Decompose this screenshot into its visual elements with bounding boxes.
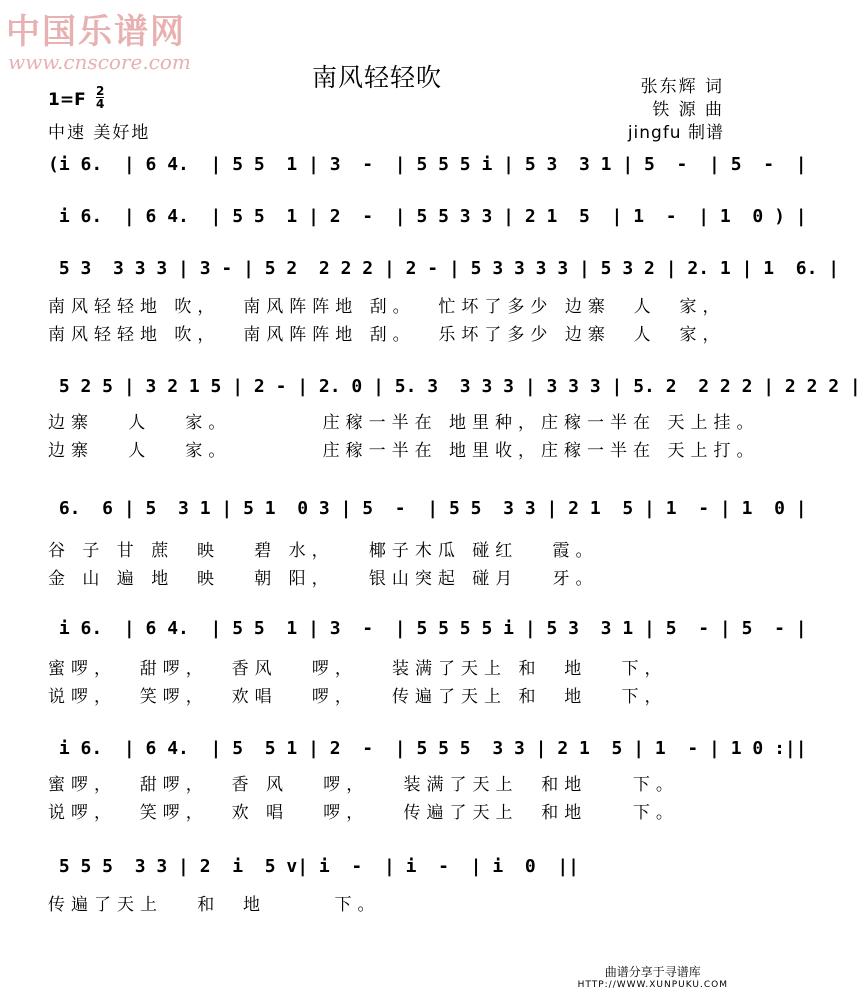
- meter-top: 2: [96, 84, 105, 98]
- notation-line: (i 6. | 6 4. | 5 5 1 | 3 - | 5 5 5 i | 5 3 3 1 | 5 - | 5 - |: [48, 154, 807, 175]
- lyric-verse-1: 边寨 人 家。 庄稼一半在 地里种，庄稼一半在 天上挂。: [48, 413, 760, 433]
- notation-line: i 6. | 6 4. | 5 5 1 | 2 - | 5 5 5 3 3 | 2 1 5 | 1 - | 1 0 :||: [48, 738, 807, 759]
- notation-line: i 6. | 6 4. | 5 5 1 | 2 - | 5 5 3 3 | 2 1 5 | 1 - | 1 0 ) |: [48, 206, 807, 227]
- footer-text: 曲谱分享于寻谱库: [604, 965, 701, 979]
- meter-bottom: 4: [96, 97, 105, 111]
- notation-line: i 6. | 6 4. | 5 5 1 | 3 - | 5 5 5 5 i | 5 3 3 1 | 5 - | 5 - |: [48, 618, 807, 639]
- lyric-verse-2: 说啰， 笑啰， 欢唱 啰， 传遍了天上 和 地 下，: [48, 687, 668, 707]
- lyric-verse-1: 南风轻轻地 吹， 南风阵阵地 刮。 忙坏了多少 边寨 人 家，: [48, 297, 726, 317]
- lyric-verse-2: 边寨 人 家。 庄稼一半在 地里收，庄稼一半在 天上打。: [48, 441, 760, 461]
- lyricist-credit: 张东辉 词: [640, 77, 724, 97]
- notation-line: 5 5 5 3 3 | 2 i 5 v| i - | i - | i 0 ||: [48, 856, 580, 877]
- notation-line: 6. 6 | 5 3 1 | 5 1 0 3 | 5 - | 5 5 3 3 | 2 1 5 | 1 - | 1 0 |: [48, 498, 807, 519]
- footer-url[interactable]: HTTP://WWW.XUNPUKU.COM: [577, 980, 728, 990]
- notation-line: 5 3 3 3 3 | 3 - | 5 2 2 2 2 | 2 - | 5 3 3 3 3 | 5 3 2 | 2. 1 | 1 6. |: [48, 258, 840, 279]
- lyric-verse-2: 南风轻轻地 吹， 南风阵阵地 刮。 乐坏了多少 边寨 人 家，: [48, 325, 726, 345]
- time-signature: [96, 85, 104, 110]
- key-signature: 1=F: [48, 90, 86, 110]
- song-title: 南风轻轻吹: [312, 63, 443, 92]
- lyric-verse-1: 蜜啰， 甜啰， 香风 啰， 装满了天上 和 地 下，: [48, 659, 668, 679]
- composer-credit: 铁 源 曲: [652, 100, 724, 120]
- watermark-logo: 中国乐谱网: [6, 12, 186, 52]
- lyric-verse-2: 金 山 遍 地 映 朝 阳， 银山突起 碰月 牙。: [48, 569, 599, 589]
- tempo-marking: 中速 美好地: [48, 123, 151, 143]
- transcriber-credit: jingfu 制谱: [627, 123, 724, 143]
- lyric-verse-1: 谷 子 甘 蔗 映 碧 水， 椰子木瓜 碰红 霞。: [48, 541, 599, 561]
- watermark-url: www.cnscore.com: [8, 50, 191, 74]
- lyric-verse-1: 传遍了天上 和 地 下。: [48, 895, 381, 915]
- site-footer: [578, 963, 728, 990]
- lyric-verse-2: 说啰， 笑啰， 欢 唱 啰， 传遍了天上 和地 下。: [48, 803, 679, 823]
- notation-line: 5 2 5 | 3 2 1 5 | 2 - | 2. 0 | 5. 3 3 3 3 | 3 3 3 | 5. 2 2 2 2 | 2 2 2 |: [48, 376, 861, 397]
- lyric-verse-1: 蜜啰， 甜啰， 香 风 啰， 装满了天上 和地 下。: [48, 775, 679, 795]
